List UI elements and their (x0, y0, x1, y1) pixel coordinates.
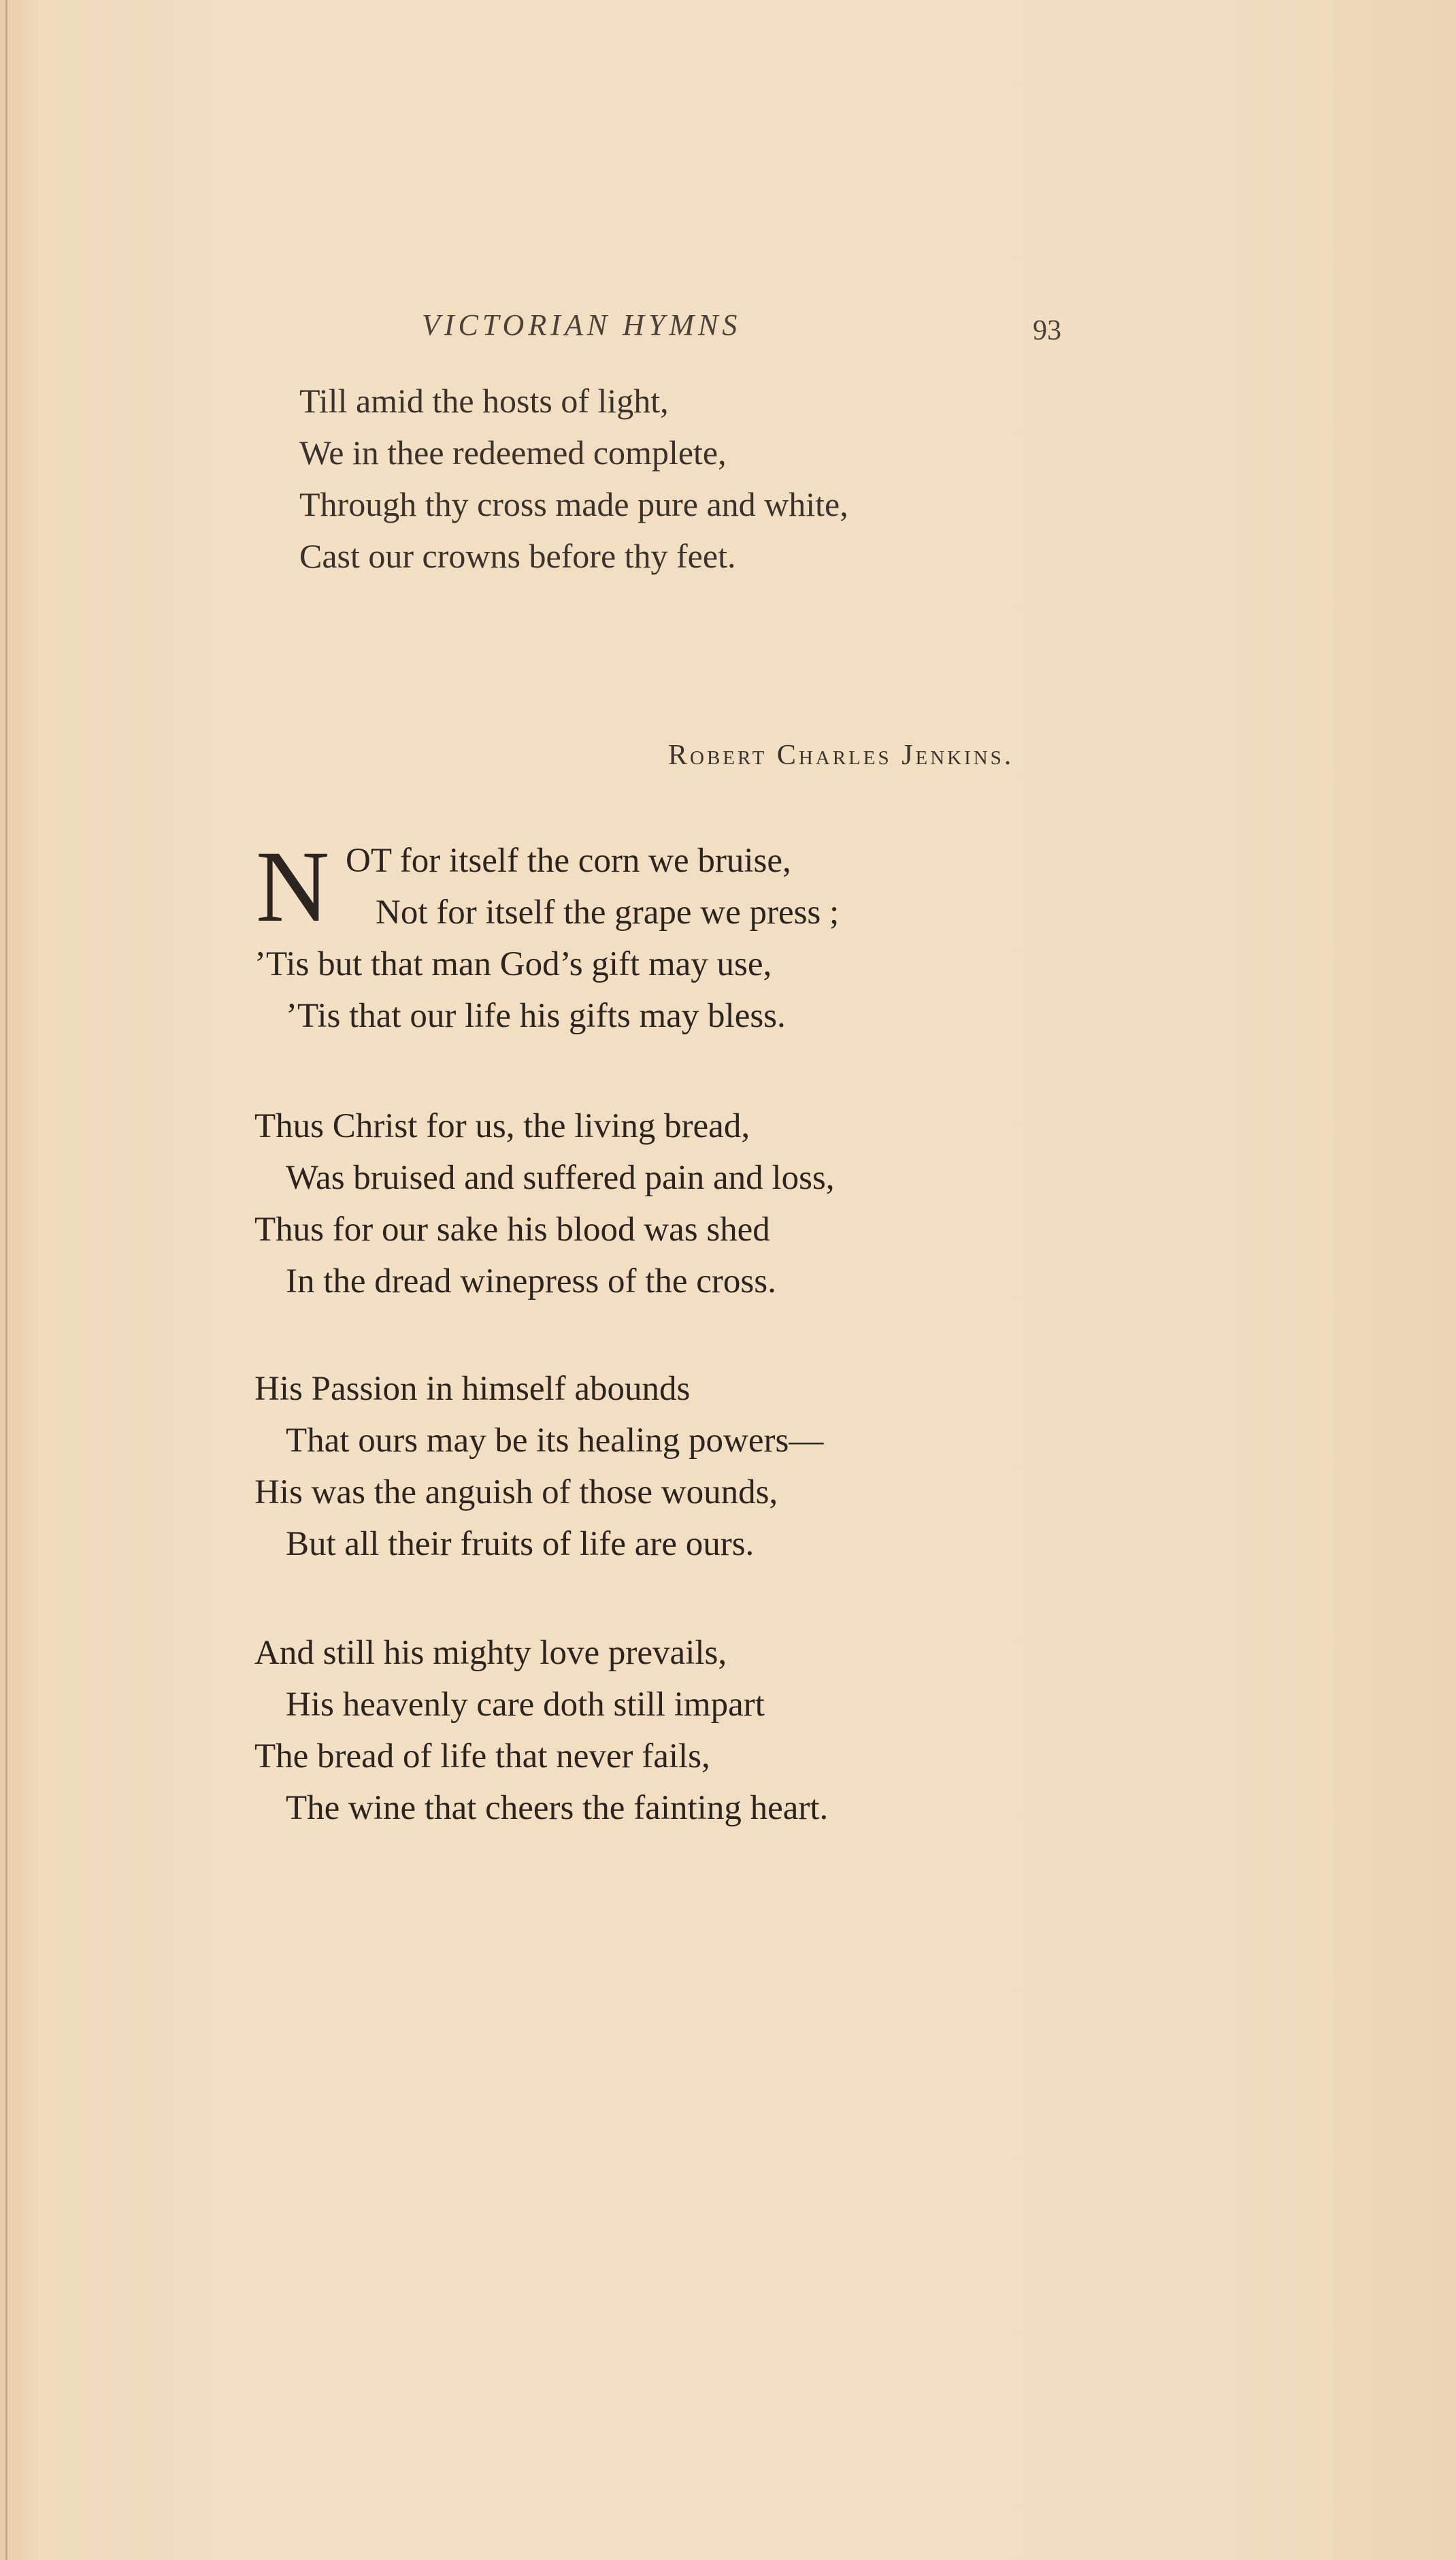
poem-line: But all their fruits of life are ours. (286, 1525, 755, 1563)
poem-line: That ours may be its healing powers— (286, 1422, 824, 1460)
poem-line: The bread of life that never fails, (254, 1737, 710, 1775)
poem-line: And still his mighty love prevails, (254, 1634, 727, 1672)
poem-line: Through thy cross made pure and white, (299, 485, 848, 523)
poem-line: The wine that cheers the fainting heart. (286, 1789, 829, 1827)
poem-line: His heavenly care doth still impart (286, 1686, 765, 1724)
running-head: VICTORIAN HYMNS (422, 308, 742, 342)
poem-line: Thus for our sake his blood was shed (254, 1211, 770, 1249)
drop-cap: N (256, 830, 330, 943)
poem-line: His was the anguish of those wounds, (254, 1473, 778, 1511)
poem-line: Cast our crowns before thy feet. (299, 537, 736, 575)
poem-line: OT for itself the corn we bruise, (346, 842, 791, 880)
poem-line: Till amid the hosts of light, (299, 382, 669, 420)
poem-line: ’Tis that our life his gifts may bless. (286, 997, 786, 1035)
poem-line: Was bruised and suffered pain and loss, (286, 1159, 835, 1197)
poem-line: We in thee redeemed complete, (299, 433, 727, 472)
poem-line: ’Tis but that man God’s gift may use, (254, 945, 772, 983)
page-gutter-edge (5, 0, 7, 2560)
poem-line: His Passion in himself abounds (254, 1370, 691, 1408)
poem-line: Thus Christ for us, the living bread, (254, 1107, 750, 1145)
page-number: 93 (1033, 315, 1061, 346)
poem-line: Not for itself the grape we press ; (376, 893, 840, 932)
poem-line: In the dread winepress of the cross. (286, 1262, 776, 1300)
author-attribution: Robert Charles Jenkins. (668, 740, 1014, 771)
